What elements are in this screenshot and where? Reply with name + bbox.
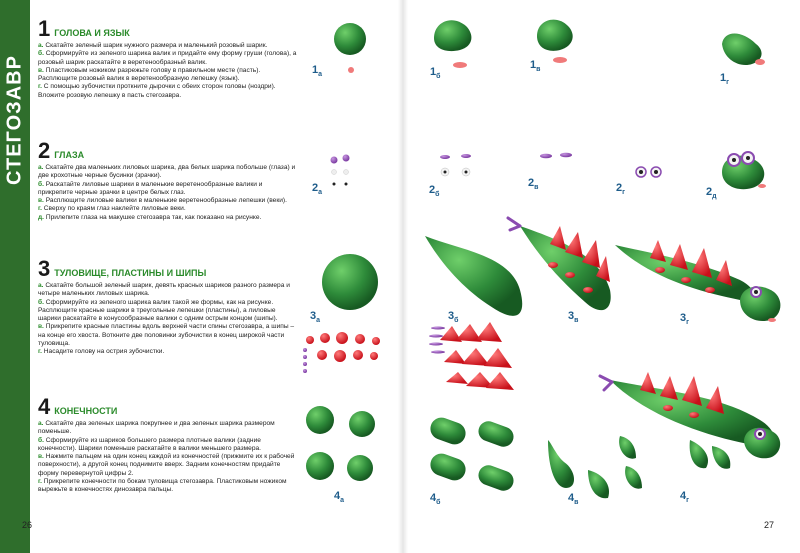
step-item: а. Скатайте два зеленых шарика покрупнее и два зеленых шарика размером поменьше. (38, 420, 275, 436)
page-number-left: 26 (22, 520, 33, 530)
step-item: а. Скатайте два маленьких лиловых шарика, два белых шарика побольше (глаза) и две крохотные черные бусинки (зрачки). (38, 164, 296, 180)
figure-label: $1_г$ (720, 72, 730, 87)
figure-label: $4_в$ (568, 492, 579, 507)
figure-label: $1_б$ (430, 66, 441, 81)
figure-label: $4_г$ (680, 490, 690, 505)
figure-label: $3_б$ (448, 310, 459, 325)
page-number-right: 27 (764, 520, 775, 530)
figure-label: $4_а$ (334, 490, 345, 505)
step-number: 3 (38, 256, 51, 281)
step-item: а. Скатайте большой зеленый шарик, девять красных шариков разного размера и четыре маленьких лиловых шарика. (38, 282, 290, 298)
figure-label: $3_а$ (310, 310, 321, 325)
figure-label: $1_а$ (312, 64, 323, 79)
step-item: в. Расплющите лиловые валики в маленькие веретенообразные лепешки (веки). (38, 197, 287, 205)
figure-label: $3_г$ (680, 312, 690, 327)
step-item: б. Раскатайте лиловые шарики в маленькие веретенообразные валики и прикрепите черные зрачки в центре белых глаз. (38, 180, 263, 196)
step-title: ГОЛОВА И ЯЗЫК (54, 28, 130, 38)
step-item: д. Прилепите глаза на макушке стегозавра так, как показано на рисунке. (38, 213, 262, 221)
step-item: г. С помощью зубочистки проткните дырочки с обеих сторон головы (ноздри). Вложите розовую лепешку в пасть стегозавра. (38, 83, 276, 99)
figure-label: $2_в$ (528, 177, 539, 192)
figure-label: $1_в$ (530, 59, 541, 74)
figure-label: $4_б$ (430, 492, 441, 507)
step-item: б. Сформируйте из зеленого шарика валик такой же формы, как на рисунке. Расплющите красные шарики в треугольные лепешки (пластины), а лиловые шарики раскатайте в конусообразные валики с одним острым концом (шипы). (38, 298, 278, 323)
step-item: а. Скатайте зеленый шарик нужного размера и маленький розовый шарик. (38, 42, 268, 49)
step-item: г. Насадите голову на острия зубочистки. (38, 348, 165, 356)
step-number: 2 (38, 138, 51, 163)
side-title: СТЕГОЗАВР (3, 55, 26, 185)
step-item: в. Прикрепите красные пластины вдоль верхней части спины стегозавра, а шипы – на конце его хвоста. Воткните две половинки зубочистки в конец широкой части туловища. (38, 323, 295, 348)
step-1-images (334, 20, 765, 73)
step-item: в. Нажмите пальцем на один конец каждой из конечностей (прижмите их к рабочей поверхности), а другой конец поднимите вверх. Задним конечностям придайте форму перевернутой цифры 2. (38, 453, 295, 477)
step-title: КОНЕЧНОСТИ (54, 406, 118, 416)
figure-label: $2_д$ (706, 186, 717, 201)
figure-label: $2_б$ (429, 184, 440, 199)
step-title: ТУЛОВИЩЕ, ПЛАСТИНЫ И ШИПЫ (54, 268, 207, 278)
step-title: ГЛАЗА (54, 150, 85, 160)
step-item: б. Сформируйте из шариков большего размера плотные валики (задние конечности). Шарики поменьше раскатайте в валики меньшего размера. (38, 436, 262, 452)
step-item: г. Сверху по краям глаз наклейте лиловые веки. (38, 205, 186, 213)
figure-label: $2_а$ (312, 182, 323, 197)
step-item: б. Сформируйте из зеленого шарика валик и придайте ему форму груши (голова), а розовый шарик раскатайте в веретенообразный валик. (38, 50, 297, 66)
step-3-images (303, 218, 780, 390)
figure-label: $3_в$ (568, 310, 579, 325)
step-number: 1 (38, 16, 51, 41)
step-4-images (306, 372, 780, 498)
step-number: 4 (38, 394, 51, 419)
figure-label: $2_г$ (616, 182, 626, 197)
step-item: г. Прикрепите конечности по бокам туловища стегозавра. Пластиковым ножиком вырежьте в конечностях динозавра пальцы. (38, 478, 287, 494)
step-item: в. Пластиковым ножиком разрежьте голову в правильном месте (пасть). Расплющите розовый валик в веретенообразную лепешку (язык). (38, 66, 261, 83)
